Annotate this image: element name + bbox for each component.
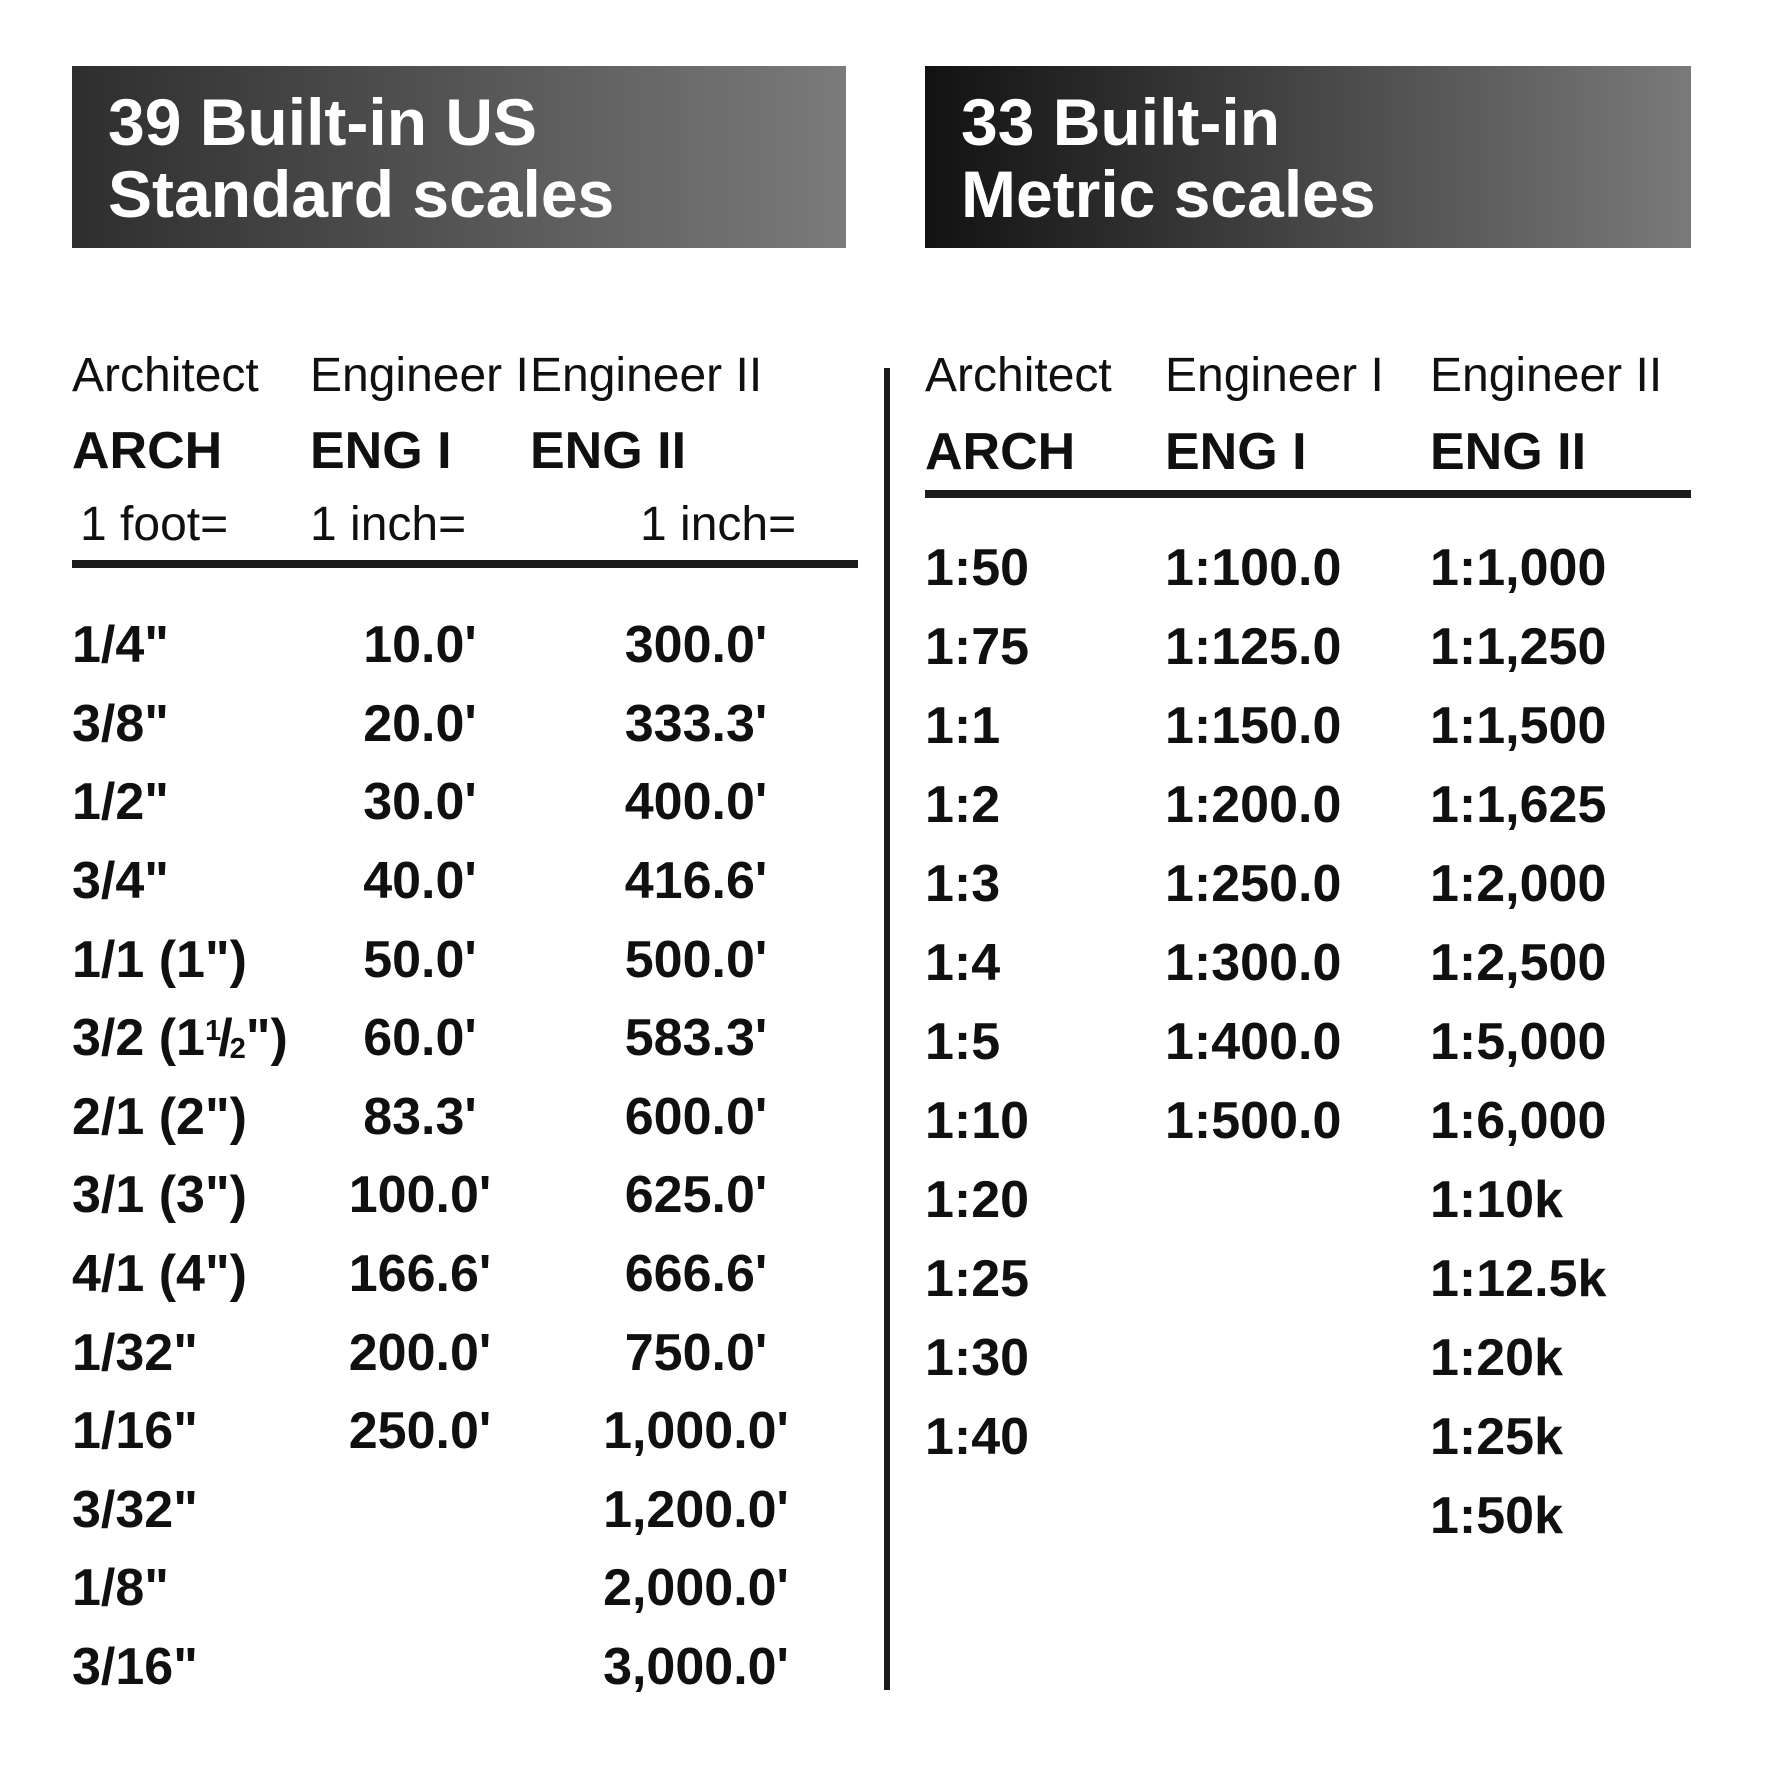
cell-text: 500.0' bbox=[624, 930, 768, 989]
cell-text: 1:3 bbox=[925, 854, 1001, 913]
us-arch-cell bbox=[72, 1165, 310, 1225]
table-row bbox=[72, 1628, 862, 1707]
us-eng1-cell bbox=[310, 694, 530, 754]
table-row bbox=[925, 844, 1700, 923]
cell-text: 2,000.0' bbox=[603, 1559, 789, 1618]
metric-arch-column-name: Architect bbox=[925, 348, 1112, 402]
cell-text: 1:250.0 bbox=[1165, 854, 1342, 913]
us-arch-cell bbox=[72, 1087, 310, 1147]
cell-text: 333.3' bbox=[624, 694, 768, 753]
cell-text: 300.0' bbox=[624, 616, 768, 675]
metric-arch-cell bbox=[925, 933, 1165, 993]
metric-arch-cell bbox=[925, 1012, 1165, 1072]
us-eng1-cell bbox=[310, 1244, 530, 1304]
metric-arch-column-abbr: ARCH bbox=[925, 423, 1076, 481]
cell-text: 1:6,000 bbox=[1430, 1091, 1607, 1150]
table-row bbox=[925, 765, 1700, 844]
cell-text: 416.6' bbox=[624, 852, 768, 911]
cell-text: 1:25 bbox=[925, 1249, 1030, 1308]
metric-eng2-cell bbox=[1430, 1249, 1700, 1309]
metric-arch-cell bbox=[925, 1407, 1165, 1467]
metric-eng1-cell bbox=[1165, 696, 1430, 756]
table-row bbox=[925, 1081, 1700, 1160]
metric-eng2-cell bbox=[1430, 1012, 1700, 1072]
cell-text: 3,000.0' bbox=[603, 1638, 789, 1697]
us-eng1-cell bbox=[310, 1323, 530, 1383]
metric-eng2-cell bbox=[1430, 854, 1700, 914]
metric-eng2-cell bbox=[1430, 1407, 1700, 1467]
cell-text: 1:20k bbox=[1430, 1328, 1563, 1387]
metric-eng1-column-abbr: ENG I bbox=[1165, 423, 1307, 481]
cell-text: 1:75 bbox=[925, 617, 1030, 676]
cell-text: 1/1 (1") bbox=[72, 930, 247, 989]
cell-text: 1:4 bbox=[925, 933, 1001, 992]
us-arch-column-abbr: ARCH bbox=[72, 422, 223, 480]
us-eng2-cell bbox=[530, 1244, 862, 1304]
cell-text: 1:5 bbox=[925, 1012, 1001, 1071]
us-arch-column-name: Architect bbox=[72, 348, 259, 402]
us-eng1-column-abbr: ENG I bbox=[310, 422, 452, 480]
metric-eng1-cell bbox=[1165, 1012, 1430, 1072]
us-eng1-cell bbox=[310, 615, 530, 675]
metric-scales-table bbox=[925, 336, 1700, 1555]
metric-banner-line1: 33 Built-in bbox=[961, 85, 1281, 159]
table-row bbox=[925, 1002, 1700, 1081]
cell-text: ") bbox=[245, 1009, 288, 1068]
cell-text: 666.6' bbox=[624, 1245, 768, 1304]
metric-eng1-cell bbox=[1165, 538, 1430, 598]
cell-text: 1:2,500 bbox=[1430, 933, 1607, 992]
cell-text: 200.0' bbox=[348, 1323, 492, 1382]
us-eng2-column-abbr: ENG II bbox=[530, 422, 687, 480]
us-arch-cell bbox=[72, 772, 310, 832]
cell-text: 20.0' bbox=[363, 694, 477, 753]
us-banner-line1: 39 Built-in US bbox=[108, 85, 538, 159]
cell-text: 3/2 (1 bbox=[72, 1009, 205, 1068]
cell-text: 583.3' bbox=[624, 1009, 768, 1068]
cell-text: 3/32" bbox=[72, 1480, 198, 1539]
table-row bbox=[925, 607, 1700, 686]
vertical-divider-line bbox=[884, 368, 890, 1690]
us-eng1-cell bbox=[310, 930, 530, 990]
cell-text: 100.0' bbox=[348, 1166, 492, 1225]
table-row bbox=[925, 1239, 1700, 1318]
table-row bbox=[925, 1160, 1700, 1239]
metric-eng1-column-name: Engineer I bbox=[1165, 348, 1384, 402]
table-row bbox=[925, 528, 1700, 607]
cell-text: 1:200.0 bbox=[1165, 775, 1342, 834]
us-eng2-cell bbox=[530, 1323, 862, 1383]
us-eng2-cell bbox=[530, 1558, 862, 1618]
cell-text: 83.3' bbox=[363, 1087, 477, 1146]
cell-text: 3/4" bbox=[72, 852, 169, 911]
us-arch-cell bbox=[72, 930, 310, 990]
table-row bbox=[72, 763, 862, 842]
metric-eng1-cell bbox=[1165, 933, 1430, 993]
us-eng1-cell bbox=[310, 1087, 530, 1147]
cell-text: 166.6' bbox=[348, 1245, 492, 1304]
table-row bbox=[72, 842, 862, 921]
cell-text: 250.0' bbox=[348, 1402, 492, 1461]
cell-text: 1/8" bbox=[72, 1559, 169, 1618]
metric-eng2-cell bbox=[1430, 696, 1700, 756]
cell-text: 30.0' bbox=[363, 773, 477, 832]
table-row bbox=[925, 1397, 1700, 1476]
us-eng2-cell bbox=[530, 1165, 862, 1225]
us-arch-cell bbox=[72, 851, 310, 911]
us-eng2-column-unit: 1 inch= bbox=[640, 497, 797, 551]
us-arch-cell bbox=[72, 1323, 310, 1383]
us-table-body bbox=[72, 606, 862, 1706]
table-row bbox=[925, 1476, 1700, 1555]
us-arch-cell bbox=[72, 1244, 310, 1304]
cell-text: 1:25k bbox=[1430, 1407, 1563, 1466]
cell-text: 1:2,000 bbox=[1430, 854, 1607, 913]
metric-arch-cell bbox=[925, 775, 1165, 835]
cell-text: 50.0' bbox=[363, 930, 477, 989]
table-row bbox=[72, 920, 862, 999]
metric-banner bbox=[925, 66, 1691, 248]
cell-text: 1:10k bbox=[1430, 1170, 1563, 1229]
metric-eng1-cell bbox=[1165, 775, 1430, 835]
us-eng2-cell bbox=[530, 1637, 862, 1697]
table-row bbox=[72, 999, 862, 1078]
us-eng1-column-unit: 1 inch= bbox=[310, 497, 467, 551]
fraction-part: 2 bbox=[229, 1033, 246, 1066]
cell-text: 1:1,500 bbox=[1430, 696, 1607, 755]
us-eng1-cell bbox=[310, 1008, 530, 1068]
cell-text: 1:40 bbox=[925, 1407, 1030, 1466]
us-column-names-row bbox=[72, 336, 862, 414]
cell-text: 1:20 bbox=[925, 1170, 1030, 1229]
metric-eng2-cell bbox=[1430, 933, 1700, 993]
us-arch-cell bbox=[72, 694, 310, 754]
cell-text: 1:125.0 bbox=[1165, 617, 1342, 676]
metric-eng1-cell bbox=[1165, 1091, 1430, 1151]
cell-text: 3/8" bbox=[72, 694, 169, 753]
cell-text: 1:12.5k bbox=[1430, 1249, 1607, 1308]
metric-eng2-cell bbox=[1430, 538, 1700, 598]
table-row bbox=[72, 1313, 862, 1392]
cell-text: 1:500.0 bbox=[1165, 1091, 1342, 1150]
metric-arch-cell bbox=[925, 617, 1165, 677]
metric-table-body bbox=[925, 528, 1700, 1555]
table-row bbox=[925, 923, 1700, 1002]
metric-eng2-cell bbox=[1430, 1170, 1700, 1230]
cell-text: 1/32" bbox=[72, 1323, 198, 1382]
cell-text: 2/1 (2") bbox=[72, 1087, 247, 1146]
cell-text: 1:50k bbox=[1430, 1486, 1563, 1545]
us-arch-cell bbox=[72, 1008, 310, 1068]
us-eng2-cell bbox=[530, 930, 862, 990]
us-scales-table bbox=[72, 336, 862, 1706]
us-eng1-cell bbox=[310, 1165, 530, 1225]
us-eng2-cell bbox=[530, 851, 862, 911]
cell-text: 60.0' bbox=[363, 1009, 477, 1068]
us-table-header-rule bbox=[72, 560, 858, 568]
cell-text: 1:10 bbox=[925, 1091, 1030, 1150]
cell-text: 40.0' bbox=[363, 852, 477, 911]
us-arch-cell bbox=[72, 1558, 310, 1618]
cell-text: 750.0' bbox=[624, 1323, 768, 1382]
metric-eng2-cell bbox=[1430, 1486, 1700, 1546]
metric-eng2-column-abbr: ENG II bbox=[1430, 423, 1587, 481]
metric-arch-cell bbox=[925, 1249, 1165, 1309]
cell-text: 1,000.0' bbox=[603, 1402, 789, 1461]
us-eng2-cell bbox=[530, 615, 862, 675]
metric-arch-cell bbox=[925, 696, 1165, 756]
metric-arch-cell bbox=[925, 854, 1165, 914]
cell-text: 1:5,000 bbox=[1430, 1012, 1607, 1071]
table-row bbox=[925, 686, 1700, 765]
cell-text: 10.0' bbox=[363, 616, 477, 675]
table-row bbox=[72, 1235, 862, 1314]
us-eng2-cell bbox=[530, 1401, 862, 1461]
us-eng2-cell bbox=[530, 772, 862, 832]
cell-text: 1:1 bbox=[925, 696, 1001, 755]
table-row bbox=[72, 1471, 862, 1550]
metric-column-abbr-row bbox=[925, 414, 1700, 490]
table-row bbox=[72, 1078, 862, 1157]
us-banner-line2: Standard scales bbox=[108, 157, 615, 231]
us-column-abbr-row bbox=[72, 414, 862, 488]
us-arch-column-unit: 1 foot= bbox=[80, 497, 229, 551]
cell-text: 1:50 bbox=[925, 538, 1030, 597]
cell-text: 1/16" bbox=[72, 1402, 198, 1461]
us-eng2-cell bbox=[530, 694, 862, 754]
us-eng1-cell bbox=[310, 1401, 530, 1461]
cell-text: 1:2 bbox=[925, 775, 1001, 834]
table-row bbox=[72, 1549, 862, 1628]
us-arch-cell bbox=[72, 1637, 310, 1697]
table-row bbox=[72, 1392, 862, 1471]
metric-arch-cell bbox=[925, 1328, 1165, 1388]
fraction-part: 1 bbox=[204, 1015, 222, 1048]
us-eng1-cell bbox=[310, 851, 530, 911]
cell-text: 1:1,000 bbox=[1430, 538, 1607, 597]
us-eng2-cell bbox=[530, 1087, 862, 1147]
cell-text: 1/4" bbox=[72, 616, 169, 675]
table-row bbox=[72, 1156, 862, 1235]
metric-table-header-rule bbox=[925, 490, 1691, 498]
us-eng1-column-name: Engineer I bbox=[310, 348, 529, 402]
table-row bbox=[72, 685, 862, 764]
cell-text: 1:30 bbox=[925, 1328, 1030, 1387]
metric-eng1-cell bbox=[1165, 617, 1430, 677]
us-arch-cell bbox=[72, 1401, 310, 1461]
metric-arch-cell bbox=[925, 1170, 1165, 1230]
metric-arch-cell bbox=[925, 538, 1165, 598]
cell-text: 1:300.0 bbox=[1165, 933, 1342, 992]
cell-text: 1:400.0 bbox=[1165, 1012, 1342, 1071]
cell-text: 1:100.0 bbox=[1165, 538, 1342, 597]
metric-column-names-row bbox=[925, 336, 1700, 414]
us-eng2-cell bbox=[530, 1480, 862, 1540]
us-column-units-row bbox=[72, 488, 862, 560]
cell-text: 1/2" bbox=[72, 773, 169, 832]
metric-arch-cell bbox=[925, 1091, 1165, 1151]
metric-eng2-cell bbox=[1430, 1091, 1700, 1151]
metric-banner-line2: Metric scales bbox=[961, 157, 1376, 231]
cell-text: 600.0' bbox=[624, 1087, 768, 1146]
metric-eng2-cell bbox=[1430, 775, 1700, 835]
metric-eng1-cell bbox=[1165, 854, 1430, 914]
us-eng2-cell bbox=[530, 1008, 862, 1068]
cell-text: 1,200.0' bbox=[603, 1480, 789, 1539]
metric-eng2-cell bbox=[1430, 617, 1700, 677]
cell-text: 3/1 (3") bbox=[72, 1166, 247, 1225]
us-standard-banner bbox=[72, 66, 846, 248]
fraction-part: / bbox=[218, 1009, 233, 1068]
table-row bbox=[925, 1318, 1700, 1397]
metric-eng2-cell bbox=[1430, 1328, 1700, 1388]
cell-text: 1:1,250 bbox=[1430, 617, 1607, 676]
table-row bbox=[72, 606, 862, 685]
us-eng2-column-name: Engineer II bbox=[530, 348, 763, 402]
cell-text: 1:150.0 bbox=[1165, 696, 1342, 755]
metric-eng2-column-name: Engineer II bbox=[1430, 348, 1663, 402]
us-eng1-cell bbox=[310, 772, 530, 832]
cell-text: 625.0' bbox=[624, 1166, 768, 1225]
cell-text: 1:1,625 bbox=[1430, 775, 1607, 834]
us-arch-cell bbox=[72, 1480, 310, 1540]
cell-text: 4/1 (4") bbox=[72, 1245, 247, 1304]
us-arch-cell bbox=[72, 615, 310, 675]
cell-text: 400.0' bbox=[624, 773, 768, 832]
cell-text: 3/16" bbox=[72, 1638, 198, 1697]
